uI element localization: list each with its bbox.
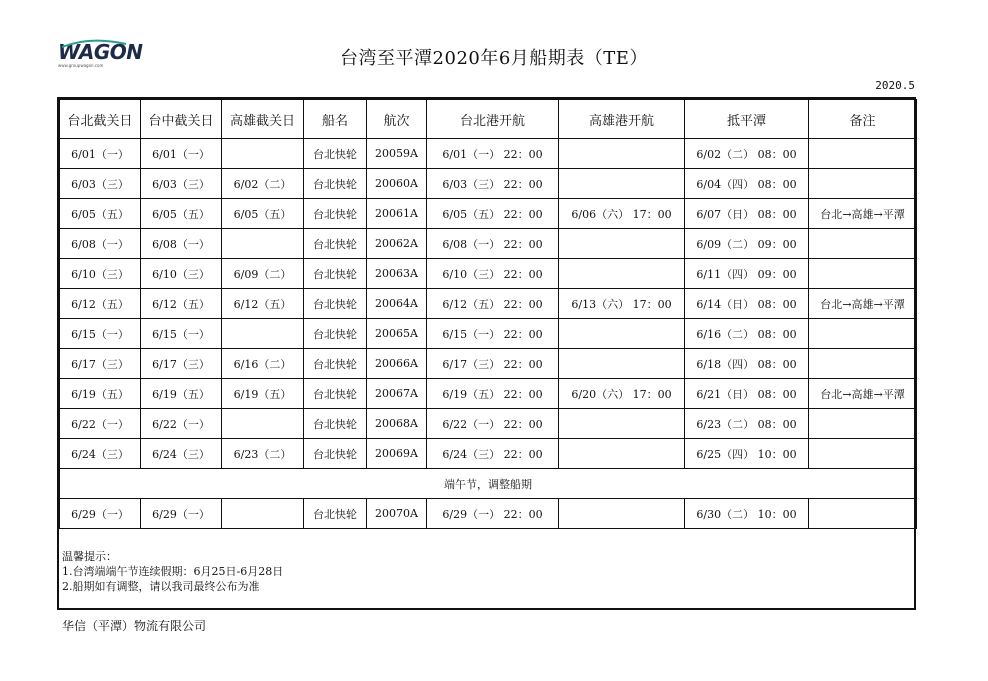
cell-taichung-cutoff: 6/10（三） (141, 259, 222, 289)
table-row (60, 319, 917, 349)
cell-vessel: 台北快轮 (304, 439, 367, 469)
cell-pingtan-arrival: 6/02（二） 08：00 (685, 139, 809, 169)
cell-kaohsiung-cutoff: 6/16（二） (222, 349, 304, 379)
cell-taichung-cutoff: 6/22（一） (141, 409, 222, 439)
cell-taipei-departure: 6/17（三） 22：00 (427, 349, 559, 379)
cell-pingtan-arrival: 6/16（二） 08：00 (685, 319, 809, 349)
schedule-sheet (57, 97, 916, 610)
company-name: 华信（平潭）物流有限公司 (62, 619, 207, 633)
cell-kaohsiung-departure (559, 229, 685, 259)
cell-vessel: 台北快轮 (304, 229, 367, 259)
table-row (60, 199, 917, 229)
cell-vessel: 台北快轮 (304, 379, 367, 409)
cell-taipei-departure: 6/22（一） 22：00 (427, 409, 559, 439)
cell-remarks (809, 229, 917, 259)
cell-pingtan-arrival: 6/11（四） 09：00 (685, 259, 809, 289)
cell-taipei-cutoff: 6/10（三） (60, 259, 141, 289)
header-taipei-cutoff: 台北截关日 (60, 100, 141, 139)
cell-vessel: 台北快轮 (304, 499, 367, 529)
cell-taichung-cutoff: 6/19（五） (141, 379, 222, 409)
cell-vessel: 台北快轮 (304, 409, 367, 439)
cell-voyage: 20065A (367, 319, 427, 349)
cell-remarks (809, 439, 917, 469)
cell-voyage: 20068A (367, 409, 427, 439)
cell-taipei-cutoff: 6/29（一） (60, 499, 141, 529)
notes-block (62, 549, 283, 594)
cell-pingtan-arrival: 6/18（四） 08：00 (685, 349, 809, 379)
cell-voyage: 20064A (367, 289, 427, 319)
cell-kaohsiung-departure (559, 259, 685, 289)
cell-remarks: 台北→高雄→平潭 (809, 289, 917, 319)
cell-kaohsiung-departure (559, 169, 685, 199)
cell-kaohsiung-cutoff (222, 499, 304, 529)
cell-taichung-cutoff: 6/05（五） (141, 199, 222, 229)
cell-kaohsiung-departure (559, 319, 685, 349)
cell-remarks: 台北→高雄→平潭 (809, 199, 917, 229)
cell-kaohsiung-cutoff (222, 229, 304, 259)
notes-item: 1.台湾端端午节连续假期：6月25日-6月28日 (62, 565, 284, 578)
header-kaohsiung-departure: 高雄港开航 (559, 100, 685, 139)
cell-remarks (809, 259, 917, 289)
cell-vessel: 台北快轮 (304, 259, 367, 289)
cell-taipei-departure: 6/05（五） 22：00 (427, 199, 559, 229)
cell-voyage: 20061A (367, 199, 427, 229)
cell-remarks: 台北→高雄→平潭 (809, 379, 917, 409)
cell-vessel: 台北快轮 (304, 199, 367, 229)
issue-date: 2020.5 (875, 79, 915, 92)
cell-voyage: 20070A (367, 499, 427, 529)
table-row (60, 439, 917, 469)
cell-taichung-cutoff: 6/29（一） (141, 499, 222, 529)
cell-pingtan-arrival: 6/21（日） 08：00 (685, 379, 809, 409)
header-remarks: 备注 (809, 100, 917, 139)
header-pingtan-arrival: 抵平潭 (685, 100, 809, 139)
cell-kaohsiung-cutoff: 6/12（五） (222, 289, 304, 319)
header-vessel: 船名 (304, 100, 367, 139)
cell-kaohsiung-cutoff: 6/02（二） (222, 169, 304, 199)
cell-kaohsiung-cutoff (222, 319, 304, 349)
cell-voyage: 20066A (367, 349, 427, 379)
cell-kaohsiung-departure: 6/06（六） 17：00 (559, 199, 685, 229)
cell-remarks (809, 499, 917, 529)
logo-url: www.groupwagon.com (58, 63, 104, 68)
table-header-row (60, 100, 917, 139)
cell-taipei-departure: 6/10（三） 22：00 (427, 259, 559, 289)
cell-taipei-departure: 6/29（一） 22：00 (427, 499, 559, 529)
cell-kaohsiung-departure (559, 349, 685, 379)
cell-voyage: 20062A (367, 229, 427, 259)
logo-text: WAGON (58, 40, 143, 64)
cell-voyage: 20063A (367, 259, 427, 289)
cell-taipei-departure: 6/24（三） 22：00 (427, 439, 559, 469)
cell-pingtan-arrival: 6/09（二） 09：00 (685, 229, 809, 259)
cell-taipei-cutoff: 6/22（一） (60, 409, 141, 439)
cell-taipei-departure: 6/19（五） 22：00 (427, 379, 559, 409)
table-row (60, 139, 917, 169)
cell-taichung-cutoff: 6/24（三） (141, 439, 222, 469)
cell-taipei-cutoff: 6/01（一） (60, 139, 141, 169)
cell-taipei-cutoff: 6/12（五） (60, 289, 141, 319)
table-row (60, 259, 917, 289)
header-kaohsiung-cutoff: 高雄截关日 (222, 100, 304, 139)
table-row (60, 379, 917, 409)
header-taipei-departure: 台北港开航 (427, 100, 559, 139)
cell-kaohsiung-departure: 6/13（六） 17：00 (559, 289, 685, 319)
cell-kaohsiung-departure (559, 409, 685, 439)
cell-remarks (809, 349, 917, 379)
header-voyage: 航次 (367, 100, 427, 139)
cell-taipei-departure: 6/08（一） 22：00 (427, 229, 559, 259)
cell-remarks (809, 319, 917, 349)
cell-vessel: 台北快轮 (304, 289, 367, 319)
cell-vessel: 台北快轮 (304, 169, 367, 199)
cell-taichung-cutoff: 6/15（一） (141, 319, 222, 349)
cell-kaohsiung-departure (559, 439, 685, 469)
cell-remarks (809, 169, 917, 199)
cell-taipei-cutoff: 6/05（五） (60, 199, 141, 229)
cell-taipei-cutoff: 6/17（三） (60, 349, 141, 379)
cell-pingtan-arrival: 6/07（日） 08：00 (685, 199, 809, 229)
cell-vessel: 台北快轮 (304, 319, 367, 349)
cell-kaohsiung-departure: 6/20（六） 17：00 (559, 379, 685, 409)
holiday-notice-row (60, 469, 917, 499)
cell-taipei-cutoff: 6/19（五） (60, 379, 141, 409)
notes-item: 2.船期如有调整，请以我司最终公布为准 (62, 580, 260, 593)
cell-voyage: 20069A (367, 439, 427, 469)
cell-kaohsiung-cutoff (222, 409, 304, 439)
cell-pingtan-arrival: 6/25（四） 10：00 (685, 439, 809, 469)
cell-taipei-cutoff: 6/15（一） (60, 319, 141, 349)
table-row (60, 499, 917, 529)
page-title: 台湾至平潭2020年6月船期表（TE） (340, 48, 648, 69)
cell-voyage: 20067A (367, 379, 427, 409)
cell-voyage: 20060A (367, 169, 427, 199)
cell-vessel: 台北快轮 (304, 349, 367, 379)
cell-taipei-cutoff: 6/24（三） (60, 439, 141, 469)
cell-pingtan-arrival: 6/04（四） 08：00 (685, 169, 809, 199)
table-row (60, 229, 917, 259)
cell-taichung-cutoff: 6/03（三） (141, 169, 222, 199)
cell-taipei-cutoff: 6/08（一） (60, 229, 141, 259)
holiday-notice: 端午节，调整船期 (60, 469, 917, 499)
cell-taichung-cutoff: 6/12（五） (141, 289, 222, 319)
table-row (60, 349, 917, 379)
cell-taipei-departure: 6/01（一） 22：00 (427, 139, 559, 169)
cell-kaohsiung-departure (559, 499, 685, 529)
cell-taichung-cutoff: 6/08（一） (141, 229, 222, 259)
table-row (60, 409, 917, 439)
cell-kaohsiung-cutoff: 6/09（二） (222, 259, 304, 289)
cell-taipei-cutoff: 6/03（三） (60, 169, 141, 199)
cell-taipei-departure: 6/03（三） 22：00 (427, 169, 559, 199)
cell-pingtan-arrival: 6/23（二） 08：00 (685, 409, 809, 439)
cell-taipei-departure: 6/12（五） 22：00 (427, 289, 559, 319)
cell-pingtan-arrival: 6/30（二） 10：00 (685, 499, 809, 529)
schedule-table (59, 99, 917, 529)
cell-taichung-cutoff: 6/01（一） (141, 139, 222, 169)
cell-kaohsiung-cutoff (222, 139, 304, 169)
notes-title: 温馨提示： (62, 550, 117, 563)
cell-vessel: 台北快轮 (304, 139, 367, 169)
cell-remarks (809, 409, 917, 439)
cell-taipei-departure: 6/15（一） 22：00 (427, 319, 559, 349)
table-row (60, 169, 917, 199)
table-row (60, 289, 917, 319)
header-taichung-cutoff: 台中截关日 (141, 100, 222, 139)
cell-voyage: 20059A (367, 139, 427, 169)
cell-kaohsiung-cutoff: 6/19（五） (222, 379, 304, 409)
cell-kaohsiung-cutoff: 6/23（二） (222, 439, 304, 469)
cell-taichung-cutoff: 6/17（三） (141, 349, 222, 379)
cell-pingtan-arrival: 6/14（日） 08：00 (685, 289, 809, 319)
cell-kaohsiung-cutoff: 6/05（五） (222, 199, 304, 229)
cell-kaohsiung-departure (559, 139, 685, 169)
cell-remarks (809, 139, 917, 169)
